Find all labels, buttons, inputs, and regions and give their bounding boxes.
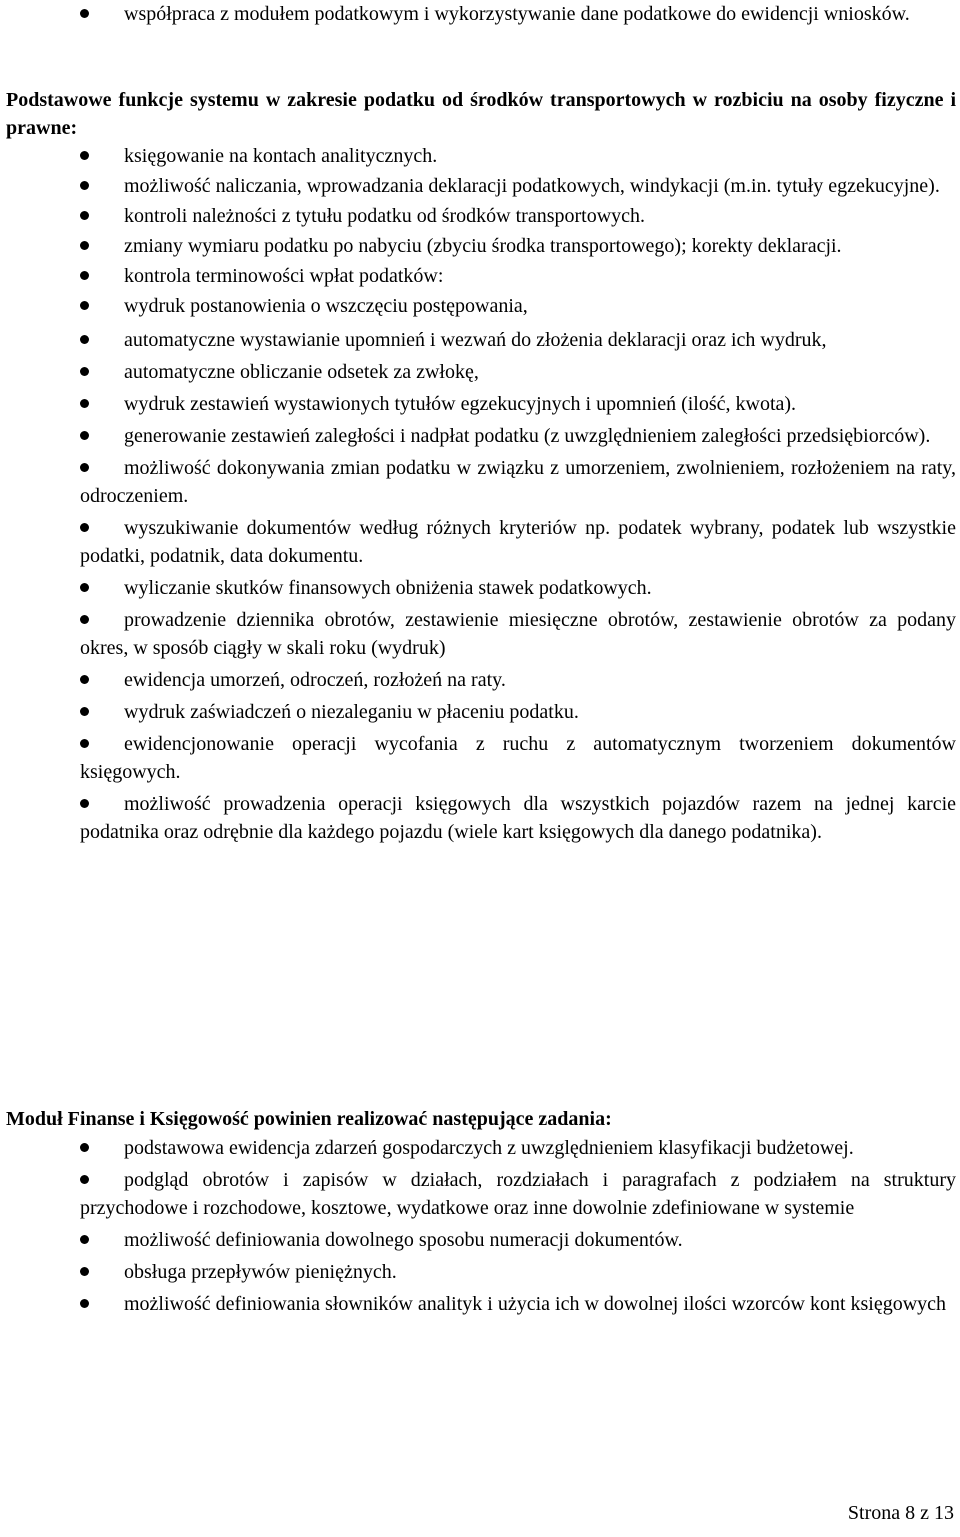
list-item: zmiany wymiaru podatku po nabyciu (zbyciu środka transportowego); korekty deklaracji. [80, 232, 956, 260]
bullet-icon [80, 1267, 89, 1276]
section-2 [6, 86, 956, 142]
list-item: kontroli należności z tytułu podatku od środków transportowych. [80, 202, 956, 230]
bullet-icon [80, 367, 89, 376]
list-item: współpraca z modułem podatkowym i wykorzystywanie dane podatkowe do ewidencji wniosków. [80, 0, 956, 28]
section-2-list [80, 142, 956, 846]
list-item: możliwość definiowania słowników analityk i użycia ich w dowolnej ilości wzorców kont księgowych [80, 1290, 956, 1318]
section-1 [80, 0, 956, 28]
section-3-heading: Moduł Finanse i Księgowość powinien realizować następujące zadania: [6, 1108, 612, 1130]
list-item: prowadzenie dziennika obrotów, zestawienie miesięczne obrotów, zestawienie obrotów za podany okres, w sposób ciągły w skali roku (wydruk) [80, 609, 956, 659]
bullet-icon [80, 615, 89, 624]
page-number: Strona 8 z 13 [847, 1502, 954, 1524]
list-item: podgląd obrotów i zapisów w działach, rozdziałach i paragrafach z podziałem na struktury przychodowe i rozchodowe, kosztowe, wydatkowe oraz inne dowolnie zdefiniowane w systemie [80, 1169, 956, 1219]
list-item: podstawowa ewidencja zdarzeń gospodarczych z uwzględnieniem klasyfikacji budżetowej. [80, 1134, 956, 1162]
bullet-icon [80, 799, 89, 808]
bullet-icon [80, 1235, 89, 1244]
list-item: automatyczne obliczanie odsetek za zwłokę, [80, 358, 956, 386]
list-item: wydruk zaświadczeń o niezaleganiu w płaceniu podatku. [80, 698, 956, 726]
list-item: możliwość dokonywania zmian podatku w związku z umorzeniem, zwolnieniem, rozłożeniem na raty, odroczeniem. [80, 457, 956, 507]
section-3 [6, 1105, 956, 1133]
list-item: obsługa przepływów pieniężnych. [80, 1258, 956, 1286]
section-3-list [80, 1134, 956, 1318]
bullet-icon [80, 181, 89, 190]
bullet-icon [80, 271, 89, 280]
list-item: automatyczne wystawianie upomnień i wezwań do złożenia deklaracji oraz ich wydruk, [80, 326, 956, 354]
list-item: wydruk zestawień wystawionych tytułów egzekucyjnych i upomnień (ilość, kwota). [80, 390, 956, 418]
bullet-icon [80, 301, 89, 310]
bullet-icon [80, 335, 89, 344]
list-item: generowanie zestawień zaległości i nadpłat podatku (z uwzględnieniem zaległości przedsiębiorców). [80, 422, 956, 450]
bullet-icon [80, 523, 89, 532]
list-item: księgowanie na kontach analitycznych. [80, 142, 956, 170]
list-item: kontrola terminowości wpłat podatków: [80, 262, 956, 290]
list-item: ewidencjonowanie operacji wycofania z ruchu z automatycznym tworzeniem dokumentów księgowych. [80, 733, 956, 783]
section-2-heading: Podstawowe funkcje systemu w zakresie podatku od środków transportowych w rozbiciu na osoby fizyczne i prawne: [6, 89, 956, 139]
list-item: ewidencja umorzeń, odroczeń, rozłożeń na raty. [80, 666, 956, 694]
bullet-icon [80, 241, 89, 250]
bullet-icon [80, 1299, 89, 1308]
bullet-icon [80, 399, 89, 408]
list-item: wydruk postanowienia o wszczęciu postępowania, [80, 292, 956, 320]
bullet-icon [80, 431, 89, 440]
list-item: możliwość definiowania dowolnego sposobu numeracji dokumentów. [80, 1226, 956, 1254]
list-item: możliwość naliczania, wprowadzania deklaracji podatkowych, windykacji (m.in. tytuły egzekucyjne). [80, 172, 956, 200]
bullet-icon [80, 1143, 89, 1152]
bullet-icon [80, 1175, 89, 1184]
bullet-icon [80, 675, 89, 684]
list-item: wyliczanie skutków finansowych obniżenia stawek podatkowych. [80, 574, 956, 602]
list-item: wyszukiwanie dokumentów według różnych kryteriów np. podatek wybrany, podatek lub wszystkie podatki, podatnik, data dokumentu. [80, 517, 956, 567]
bullet-icon [80, 707, 89, 716]
list-item: możliwość prowadzenia operacji księgowych dla wszystkich pojazdów razem na jednej karcie podatnika oraz odrębnie dla każdego pojazdu (wiele kart księgowych dla danego podatnika). [80, 793, 956, 843]
bullet-icon [80, 9, 89, 18]
bullet-icon [80, 151, 89, 160]
bullet-icon [80, 739, 89, 748]
bullet-icon [80, 463, 89, 472]
bullet-icon [80, 583, 89, 592]
bullet-icon [80, 211, 89, 220]
